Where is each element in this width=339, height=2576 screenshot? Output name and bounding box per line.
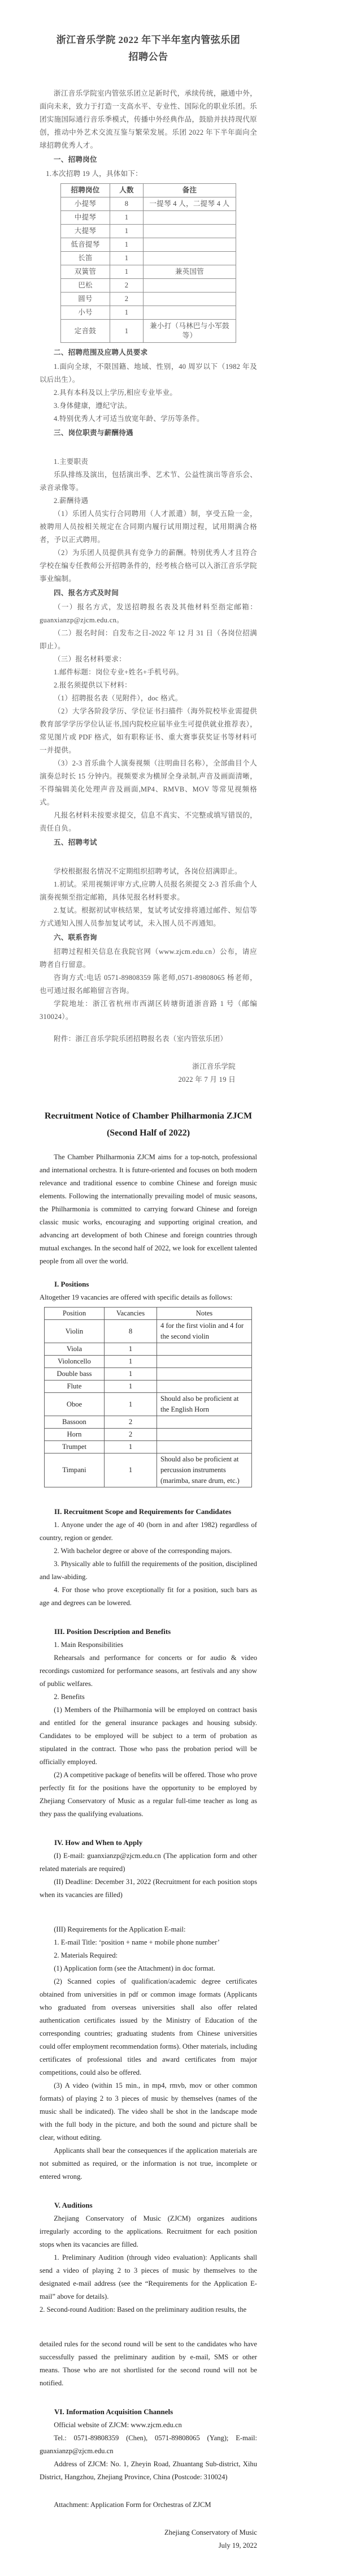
zh-paragraph: （3）2-3 首乐曲个人演奏视频（注明曲目名称），全部曲目个人演奏总时长 15 分钟内。视频要求为横屏全身录制,声音及画面清晰，不得编辑美化处理声音及画面,MP4、RMVB、MOV 等常见视频格式。	[40, 759, 257, 806]
en-doc-title: Recruitment Notice of Chamber Philharmonia ZJCM	[44, 1111, 253, 1121]
zh-paragraph: 学校根据报名情况不定期组织招聘考试，各岗位招满即止。	[54, 867, 242, 875]
en-paragraph: (II) Deadline: December 31, 2022 (Recruitment for each position stops when its vacancies are filled)	[40, 1878, 257, 1899]
vacancies-cell: 1	[110, 320, 144, 343]
en-paragraph: 3. Physically able to fulfill the requirements of the position, disciplined and law-abiding.	[40, 1560, 257, 1581]
vacancies-cell: 1	[110, 306, 144, 320]
position-cell: Violin	[45, 1320, 105, 1343]
zh-paragraph: 1.面向全球，不限国籍、地域、性别，40 周岁以下（1982 年及以后出生）。	[40, 363, 257, 384]
position-cell: 中提琴	[61, 211, 110, 225]
zh-paragraph: 招聘过程相关信息在我院官网（www.zjcm.edu.cn）公布，请应聘者自行留意。	[40, 948, 257, 969]
page-gap	[40, 1268, 257, 1277]
en-positions-table	[44, 1307, 252, 1487]
column-header: Notes	[157, 1308, 252, 1320]
zh-section-heading: 二、招聘范围及应聘人员要求	[54, 349, 148, 356]
en-paragraph: The Chamber Philharmonia ZJCM aims for a top-notch, professional and international orchestra. It is future-oriented and focuses on both modern relevance and traditional essence to combine Chinese and foreign music elements. Following the internationally prevailing model of music seasons, the Philharmonia is committed to carrying forward Chinese and foreign classic music works, encouraging and supporting original creation, and advancing art development of both Chinese and foreign countries through mutual exchanges. In the second half of 2022, we look for excellent talented people from all over the world.	[40, 1153, 257, 1265]
document-blocks	[40, 32, 257, 2552]
zh-paragraph: （1）乐团人员实行合同聘用（人才派遣）制，享受五险一金，被聘用人员按相关规定在合同期内履行试用期过程，试用期满合格者，予以正式聘用。	[40, 510, 257, 544]
vacancies-cell: 1	[105, 1368, 157, 1381]
page-gap	[40, 1490, 257, 1504]
vacancies-cell: 1	[105, 1453, 157, 1487]
position-cell: 巴松	[61, 279, 110, 293]
vacancies-cell: 8	[105, 1320, 157, 1343]
en-paragraph: 1. Preliminary Audition (through video evaluation): Applicants shall send a video of playing 2 to 3 pieces of music by themselves to the designated e-mail address (see the “Requirements for the Application E-mail” above for details).	[40, 2254, 257, 2300]
table-row	[45, 1453, 252, 1487]
en-paragraph: Tel.: 0571-89808359 (Chen), 0571-89808065 (Yang); E-mail: guanxianzp@zjcm.edu.cn	[40, 2434, 257, 2455]
table-row	[45, 1356, 252, 1368]
position-cell: 小号	[61, 306, 110, 320]
zh-section-heading: 六、联系咨询	[54, 934, 97, 941]
zh-positions-table	[60, 183, 236, 343]
notes-cell	[144, 238, 236, 252]
notes-cell: 兼小打（马林巴与小军鼓等）	[144, 320, 236, 343]
notes-cell	[157, 1381, 252, 1393]
notes-cell	[144, 225, 236, 238]
table-row	[45, 1416, 252, 1429]
en-paragraph: detailed rules for the second round will be sent to the candidates who have successfully passed the preliminary audition by e-mail, SMS or other means. Those who are not shortlisted for the second round will not be notified.	[40, 2340, 257, 2387]
page-gap	[40, 2484, 257, 2498]
notes-cell: Should also be proficient at percussion instruments (marimba, snare drum, etc.)	[157, 1453, 252, 1487]
notes-cell	[144, 252, 236, 265]
table-header-row	[61, 184, 236, 197]
notes-cell	[157, 1356, 252, 1368]
position-cell: Viola	[45, 1343, 105, 1356]
en-section-heading: V. Auditions	[54, 2201, 93, 2209]
position-cell: 长笛	[61, 252, 110, 265]
notes-cell	[144, 306, 236, 320]
page-gap	[40, 1902, 257, 1923]
zh-paragraph: 乐队排练及演出，包括演出季、艺术节、公益性演出等音乐会、录音录像等。	[40, 471, 257, 492]
zh-paragraph: 学院地址：浙江省杭州市西湖区转塘街道浙音路 1 号（邮编 310024）。	[40, 1000, 257, 1021]
position-cell: 定音鼓	[61, 320, 110, 343]
zh-paragraph: 3.身体健康，遵纪守法。	[54, 402, 132, 410]
vacancies-cell: 8	[110, 197, 144, 211]
zh-paragraph: 2.报名须提供以下材料：	[54, 681, 132, 689]
notes-cell	[157, 1343, 252, 1356]
notes-cell: 兼英国管	[144, 265, 236, 279]
zh-paragraph: 4.特别优秀人才可适当放宽年龄、学历等条件。	[54, 415, 204, 423]
page-gap	[40, 2512, 257, 2526]
page-gap	[40, 1023, 257, 1033]
vacancies-cell: 1	[110, 238, 144, 252]
notes-cell	[157, 1368, 252, 1381]
zh-section-heading: 一、招聘岗位	[54, 156, 97, 164]
zh-section-heading: 五、招聘考试	[54, 838, 97, 846]
table-row	[61, 320, 236, 343]
zh-paragraph: 2.具有本科及以上学历,相应专业毕业。	[54, 389, 177, 397]
zh-paragraph: 1.主要职责	[54, 458, 89, 466]
vacancies-cell: 2	[110, 279, 144, 293]
notes-cell	[144, 279, 236, 293]
position-cell: Oboe	[45, 1393, 105, 1416]
notes-cell	[157, 1429, 252, 1441]
zh-paragraph: 1.邮件标题：岗位专业+姓名+手机号码。	[54, 668, 184, 676]
en-doc-title: (Second Half of 2022)	[106, 1128, 190, 1138]
en-paragraph: 2. Second-round Audition: Based on the preliminary audition results, the	[40, 2306, 247, 2313]
zh-paragraph: 1.本次招聘 19 人，具体如下：	[46, 170, 142, 178]
table-row	[45, 1429, 252, 1441]
table-row	[61, 279, 236, 293]
zh-section-heading: 四、报名方式及时间	[54, 589, 119, 597]
notes-cell	[144, 211, 236, 225]
zh-paragraph: （2）为乐团人员提供具有竞争力的薪酬。特别优秀人才且符合学校在编专任教师公开招聘条件的，经考核合格可以入浙江音乐学院事业编制。	[40, 549, 257, 583]
en-paragraph: Address of ZJCM: No. 1, Zheyin Road, Zhuantang Sub-district, Xihu District, Hangzhou, Zhejiang Province, China (Postcode: 310024)	[40, 2460, 257, 2481]
notes-cell: Should also be proficient at the English Horn	[157, 1393, 252, 1416]
zh-signature: 2022 年 7 月 19 日	[178, 1076, 236, 1083]
table-row	[45, 1368, 252, 1381]
en-paragraph: 1. Anyone under the age of 40 (born in and after 1982) regardless of country, region or gender.	[40, 1521, 257, 1542]
en-paragraph: 2. Materials Required:	[54, 1951, 118, 1959]
table-row	[45, 1393, 252, 1416]
position-cell: 小提琴	[61, 197, 110, 211]
zh-section-heading: 三、岗位职责与薪酬待遇	[54, 429, 133, 437]
en-paragraph: (I) E-mail: guanxianzp@zjcm.edu.cn (The application form and other related materials are required)	[40, 1852, 257, 1873]
zh-paragraph: 附件：浙江音乐学院乐团招聘报名表（室内管弦乐团）	[54, 1035, 228, 1043]
vacancies-cell: 1	[105, 1441, 157, 1453]
zh-doc-title: 浙江音乐学院 2022 年下半年室内管弦乐团	[56, 35, 241, 45]
page-gap	[40, 850, 257, 865]
zh-signature: 浙江音乐学院	[192, 1063, 236, 1070]
zh-paragraph: （1）招聘报名表（见附件），doc 格式。	[54, 694, 182, 702]
zh-paragraph: 2.复试。根据初试审核结果，复试考试安排将通过邮件、短信等方式通知入围人员参加复试考试，未入围人员不再通知。	[40, 906, 257, 927]
vacancies-cell: 1	[105, 1381, 157, 1393]
position-cell: Bassoon	[45, 1416, 105, 1429]
zh-paragraph: （2）大学各阶段学历、学位证书扫描件（海外院校毕业需提供教育部学学历学位认证书,国内院校应届毕业生可提供就业推荐表），常见图片或 PDF 格式，如有职称证书、重大赛事获奖证书等材料可一并提供。	[40, 707, 257, 754]
page-gap	[40, 1821, 257, 1835]
position-cell: Flute	[45, 1381, 105, 1393]
position-cell: 双簧管	[61, 265, 110, 279]
position-cell: Timpani	[45, 1453, 105, 1487]
notes-cell	[157, 1416, 252, 1429]
en-paragraph: Rehearsals and performance for concerts or for audio & video recordings customized for performance seasons, art festivals and any show of public welfares.	[40, 1654, 257, 1688]
en-signature: July 19, 2022	[218, 2541, 257, 2549]
notes-cell: 4 for the first violin and 4 for the second violin	[157, 1320, 252, 1343]
en-signature: Zhejiang Conservatory of Music	[164, 2528, 257, 2536]
vacancies-cell: 1	[105, 1356, 157, 1368]
table-row	[45, 1441, 252, 1453]
en-paragraph: (2) Scanned copies of qualification/academic degree certificates obtained from universities in pdf or common image formats (Applicants who graduated from overseas universities shall also offer related authentication certificates issued by the Ministry of Education of the corresponding countries; graduating students from Chinese universities could offer employment recommendation forms). Other materials, including certificates of professional titles and award certificates from major competitions, could also be offered.	[40, 1977, 257, 2076]
table-row	[61, 225, 236, 238]
table-row	[61, 293, 236, 306]
table-row	[61, 252, 236, 265]
page-gap	[40, 2183, 257, 2198]
position-cell: Double bass	[45, 1368, 105, 1381]
zh-paragraph: （二）报名时间：自发布之日-2022 年 12 月 31 日（各岗位招满即止）。	[40, 629, 257, 650]
page-gap	[40, 1142, 257, 1151]
en-paragraph: (2) A competitive package of benefits will be offered. Those who prove perfectly fit for the positions have the opportunity to be employed by Zhejiang Conservatory of Music as a regular full-time teacher as long as they pass the qualifying evaluations.	[40, 1771, 257, 1818]
en-paragraph: Attachment: Application Form for Orchestras of ZJCM	[54, 2501, 211, 2509]
column-header: 备注	[144, 184, 236, 197]
zh-paragraph: 浙江音乐学院室内管弦乐团立足新时代，承续传统，融通中外，面向未来，致力于打造一支高水平、专业性、国际化的职业乐团。乐团实施国际通行音乐季模式，传播中外经典作品，鼓励并扶持现代原创，推动中外艺术交流互鉴与繁荣发展。乐团 2022 年下半年面向全球招聘优秀人才。	[40, 89, 257, 149]
en-section-heading: II. Recruitment Scope and Requirements for Candidates	[54, 1507, 232, 1516]
en-paragraph: (3) A video (within 15 min., in mp4, rmvb, mov or other common formats) of playing 2 to 3 pieces of music by themselves (names of the music shall be indicated). The video shall be shot in the landscape mode with the full body in the picture, and both the sound and picture shall be clear, without editing.	[40, 2082, 257, 2141]
en-paragraph: (III) Requirements for the Application E-mail:	[54, 1925, 186, 1933]
vacancies-cell: 2	[110, 293, 144, 306]
column-header: Vacancies	[105, 1308, 157, 1320]
page-gap	[40, 1086, 257, 1108]
table-row	[61, 306, 236, 320]
en-section-heading: VI. Information Acquisition Channels	[54, 2407, 173, 2416]
en-section-heading: IV. How and When to Apply	[54, 1838, 143, 1847]
en-paragraph: 4. For those who prove exceptionally fit for a position, such bars as age and degrees can be lowered.	[40, 1586, 257, 1607]
table-row	[45, 1320, 252, 1343]
column-header: 人数	[110, 184, 144, 197]
page-gap	[40, 1046, 257, 1060]
en-section-heading: I. Positions	[54, 1280, 89, 1288]
table-row	[45, 1381, 252, 1393]
position-cell: 圆号	[61, 293, 110, 306]
table-header-row	[45, 1308, 252, 1320]
table-row	[61, 197, 236, 211]
table-row	[61, 238, 236, 252]
page-gap	[40, 2390, 257, 2405]
vacancies-cell: 1	[110, 265, 144, 279]
zh-paragraph: （三）报名材料要求：	[54, 655, 127, 663]
zh-paragraph: 咨询方式:电话 0571-89808359 陈老师,0571-89808065 杨老师，也可通过报名邮箱留言咨询。	[40, 974, 257, 995]
position-cell: Violoncello	[45, 1356, 105, 1368]
table-row	[61, 211, 236, 225]
position-cell: Trumpet	[45, 1441, 105, 1453]
vacancies-cell: 1	[110, 225, 144, 238]
vacancies-cell: 2	[105, 1416, 157, 1429]
en-section-heading: III. Position Description and Benefits	[54, 1627, 171, 1636]
page-gap	[40, 2316, 257, 2338]
en-paragraph: 2. With bachelor degree or above of the corresponding majors.	[54, 1547, 232, 1555]
notes-cell	[144, 293, 236, 306]
zh-doc-title: 招聘公告	[128, 51, 168, 62]
notes-cell	[157, 1441, 252, 1453]
en-paragraph: Zhejiang Conservatory of Music (ZJCM) organizes auditions irregularly according to the applications. Recruitment for each position stops when its vacancies are filled.	[40, 2214, 257, 2248]
vacancies-cell: 1	[110, 211, 144, 225]
en-paragraph: Altogether 19 vacancies are offered with specific details as follows:	[40, 1293, 233, 1301]
en-paragraph: (1) Members of the Philharmonia will be employed on contract basis and entitled for the general insurance packages and housing subsidy. Candidates to be employed will be subject to a term of probation as stipulated in the contract. Those who pass the probation period will be officially employed.	[40, 1706, 257, 1766]
column-header: 招聘岗位	[61, 184, 110, 197]
zh-paragraph: 凡报名材料未按要求提交，信息不真实、不完整或填写错误的，责任自负。	[40, 811, 257, 832]
en-paragraph: (1) Application form (see the Attachment) in doc format.	[54, 1964, 215, 1972]
zh-paragraph: 2.薪酬待遇	[54, 497, 89, 505]
position-cell: Horn	[45, 1429, 105, 1441]
notes-cell: 一提琴 4 人，二提琴 4 人	[144, 197, 236, 211]
vacancies-cell: 1	[110, 252, 144, 265]
zh-paragraph: 1.初试。采用视频评审方式,应聘人员报名须提交 2-3 首乐曲个人演奏视频至指定邮箱，具体见报名材料要求。	[40, 880, 257, 901]
zh-paragraph: （一）报名方式，发送招聘报名表及其他材料至指定邮箱：guanxianzp@zjcm.edu.cn。	[40, 603, 257, 624]
position-cell: 大提琴	[61, 225, 110, 238]
en-paragraph: 1. E-mail Title: ‘position + name + mobile phone number’	[54, 1938, 220, 1946]
position-cell: 低音提琴	[61, 238, 110, 252]
page-gap	[40, 66, 257, 87]
en-paragraph: Applicants shall bear the consequences if the application materials are not submitted as required, or the information is not true, incomplete or entered wrong.	[40, 2147, 257, 2181]
table-row	[45, 1343, 252, 1356]
table-row	[61, 265, 236, 279]
vacancies-cell: 1	[105, 1343, 157, 1356]
page-gap	[40, 441, 257, 455]
column-header: Position	[45, 1308, 105, 1320]
vacancies-cell: 1	[105, 1393, 157, 1416]
en-paragraph: Official website of ZJCM: www.zjcm.edu.cn	[54, 2421, 182, 2429]
vacancies-cell: 2	[105, 1429, 157, 1441]
page-gap	[40, 1610, 257, 1624]
en-paragraph: 2. Benefits	[54, 1693, 85, 1701]
en-paragraph: 1. Main Responsibilities	[54, 1641, 123, 1649]
